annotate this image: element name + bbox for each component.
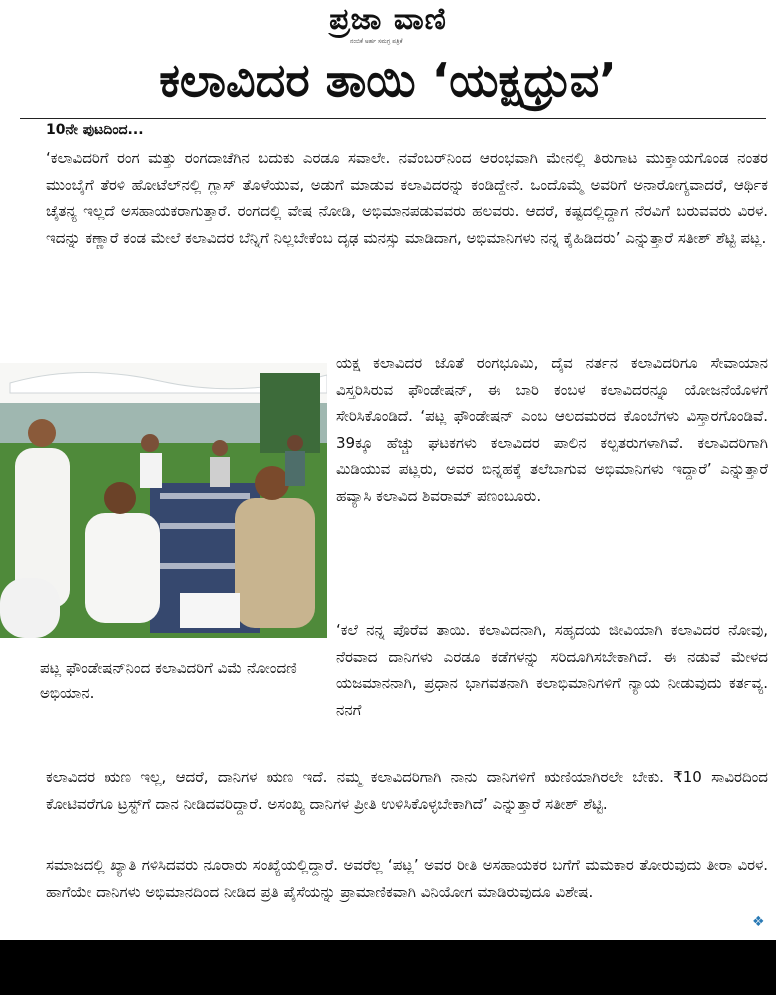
article-end-icon: ❖ [752, 914, 765, 930]
masthead-logo [0, 2, 776, 37]
photo-illustration [0, 363, 327, 638]
headline: ಕಲಾವಿದರ ತಾಯಿ ‘ಯಕ್ಷಧ್ರುವ’ [159, 53, 617, 107]
paragraph-2: ಯಕ್ಷ ಕಲಾವಿದರ ಜೊತೆ ರಂಗಭೂಮಿ, ದೈವ ನರ್ತನ ಕಲಾವಿದರಿಗೂ ಸೇವಾಯಾನ ವಿಸ್ತರಿಸಿರುವ ಫೌಂಡೇಷನ್, ಈ ಬಾರಿ ಕಂಬಳ ಕಲಾವಿದರನ್ನೂ ಯೋಜನೆಯೊಳಗೆ ಸೇರಿಸಿಕೊಂಡಿದೆ. ‘ಪಟ್ಲ ಫೌಂಡೇಷನ್ ಎಂಬ ಆಲದಮರದ ಕೊಂಬೆಗಳು ವಿಸ್ತಾರಗೊಂಡಿವೆ. 39ಕ್ಕೂ ಹೆಚ್ಚು ಘಟಕಗಳು ಕಲಾವಿದರ ಪಾಲಿನ ಕಲ್ಪತರುಗಳಾಗಿವೆ. ಕಲಾವಿದರಿಗಾಗಿ ಮಿಡಿಯುವ ಪಟ್ಲರು, ಅವರ ಬಿನ್ನಹಕ್ಕೆ ತಲೆಬಾಗುವ ಅಭಿಮಾನಿಗಳು ಇದ್ದಾರೆ’ ಎನ್ನುತ್ತಾರೆ ಹವ್ಯಾಸಿ ಕಲಾವಿದ ಶಿವರಾಮ್ ಪಣಂಬೂರು. [336, 354, 768, 505]
paragraph-3: ‘ಕಲೆ ನನ್ನ ಪೊರೆವ ತಾಯಿ. ಕಲಾವಿದನಾಗಿ, ಸಹೃದಯ ಜೀವಿಯಾಗಿ ಕಲಾವಿದರ ನೋವು, ನೆರವಾದ ದಾನಿಗಳು ಎರಡೂ ಕಡೆಗಳನ್ನು ಸರಿದೂಗಿಸಬೇಕಾಗಿದೆ. ಈ ನಡುವೆ ಮೇಳದ ಯಜಮಾನನಾಗಿ, ಪ್ರಧಾನ ಭಾಗವತನಾಗಿ ಕಲಾಭಿಮಾನಿಗಳಿಗೆ ನ್ಯಾಯ ನೀಡುವುದು ಕರ್ತವ್ಯ. ನನಗೆ [336, 621, 768, 719]
masthead-tagline: ನಂಬಿಕೆ ಅರ್ಹ ಸಮಗ್ರ ಪತ್ರಿಕೆ [350, 38, 403, 45]
photo-caption: ಪಟ್ಲ ಫೌಂಡೇಷನ್‌ನಿಂದ ಕಲಾವಿದರಿಗೆ ವಿಮೆ ನೋಂದಣಿ ಅಭಿಯಾನ. [40, 659, 297, 702]
paragraph-1: ‘ಕಲಾವಿದರಿಗೆ ರಂಗ ಮತ್ತು ರಂಗದಾಚೆಗಿನ ಬದುಕು ಎರಡೂ ಸವಾಲೇ. ನವೆಂಬರ್‌ನಿಂದ ಆರಂಭವಾಗಿ ಮೇನಲ್ಲಿ ತಿರುಗಾಟ ಮುಕ್ತಾಯಗೊಂಡ ನಂತರ ಮುಂಬೈಗೆ ತೆರಳಿ ಹೋಟೆಲ್‌ನಲ್ಲಿ ಗ್ಲಾಸ್ ತೊಳೆಯುವ, ಅಡುಗೆ ಮಾಡುವ ಕಲಾವಿದರನ್ನು ಕಂಡಿದ್ದೇನೆ. ಒಂದೊಮ್ಮೆ ಅವರಿಗೆ ಅನಾರೋಗ್ಯವಾದರೆ, ಆರ್ಥಿಕ ಚೈತನ್ಯ ಇಲ್ಲದೆ ಅಸಹಾಯಕರಾಗುತ್ತಾರೆ. ರಂಗದಲ್ಲಿ ವೇಷ ನೋಡಿ, ಅಭಿಮಾನಪಡುವವರು ಹಲವರು. ಆದರೆ, ಕಷ್ಟದಲ್ಲಿದ್ದಾಗ ನೆರವಿಗೆ ಬರುವವರು ವಿರಳ. ಇದನ್ನು ಕಣ್ಣಾರೆ ಕಂಡ ಮೇಲೆ ಕಲಾವಿದರ ಬೆನ್ನಿಗೆ ನಿಲ್ಲಬೇಕೆಂಬ ದೃಢ ಮನಸ್ಸು ಮಾಡಿದಾಗ, ಅಭಿಮಾನಿಗಳು ನನ್ನ ಕೈಹಿಡಿದರು’ ಎನ್ನುತ್ತಾರೆ ಸತೀಶ್ ಶೆಟ್ಟಿ ಪಟ್ಲ. [46, 149, 768, 247]
masthead-title: ಪ್ರಜಾ ವಾಣಿ [329, 2, 447, 37]
paragraph-3-continued: ಕಲಾವಿದರ ಋಣ ಇಲ್ಲ, ಆದರೆ, ದಾನಿಗಳ ಋಣ ಇದೆ. ನಮ್ಮ ಕಲಾವಿದರಿಗಾಗಿ ನಾನು ದಾನಿಗಳಿಗೆ ಋಣಿಯಾಗಿರಲೇ ಬೇಕು. ₹10 ಸಾವಿರದಿಂದ ಕೋಟಿವರೆಗೂ ಟ್ರಸ್ಟ್‌ಗೆ ದಾನ ನೀಡಿದವರಿದ್ದಾರೆ. ಅಸಂಖ್ಯ ದಾನಿಗಳ ಪ್ರೀತಿ ಉಳಿಸಿಕೊಳ್ಳಬೇಕಾಗಿದೆ’ ಎನ್ನುತ್ತಾರೆ ಸತೀಶ್ ಶೆಟ್ಟಿ. [46, 768, 768, 813]
news-photo [0, 363, 327, 638]
continued-from-label: 10ನೇ ಪುಟದಿಂದ... [46, 122, 144, 138]
divider [20, 118, 766, 119]
paragraph-4: ಸಮಾಜದಲ್ಲಿ ಖ್ಯಾತಿ ಗಳಿಸಿದವರು ನೂರಾರು ಸಂಖ್ಯೆಯಲ್ಲಿದ್ದಾರೆ. ಅವರೆಲ್ಲ ‘ಪಟ್ಲ’ ಅವರ ರೀತಿ ಅಸಹಾಯಕರ ಬಗೆಗೆ ಮಮಕಾರ ತೋರುವುದು ತೀರಾ ವಿರಳ. ಹಾಗೆಯೇ ದಾನಿಗಳು ಅಭಿಮಾನದಿಂದ ನೀಡಿದ ಪ್ರತಿ ಪೈಸೆಯನ್ನು ಪ್ರಾಮಾಣಿಕವಾಗಿ ವಿನಿಯೋಗ ಮಾಡಿರುವುದೂ ವಿಶೇಷ. [46, 856, 768, 901]
